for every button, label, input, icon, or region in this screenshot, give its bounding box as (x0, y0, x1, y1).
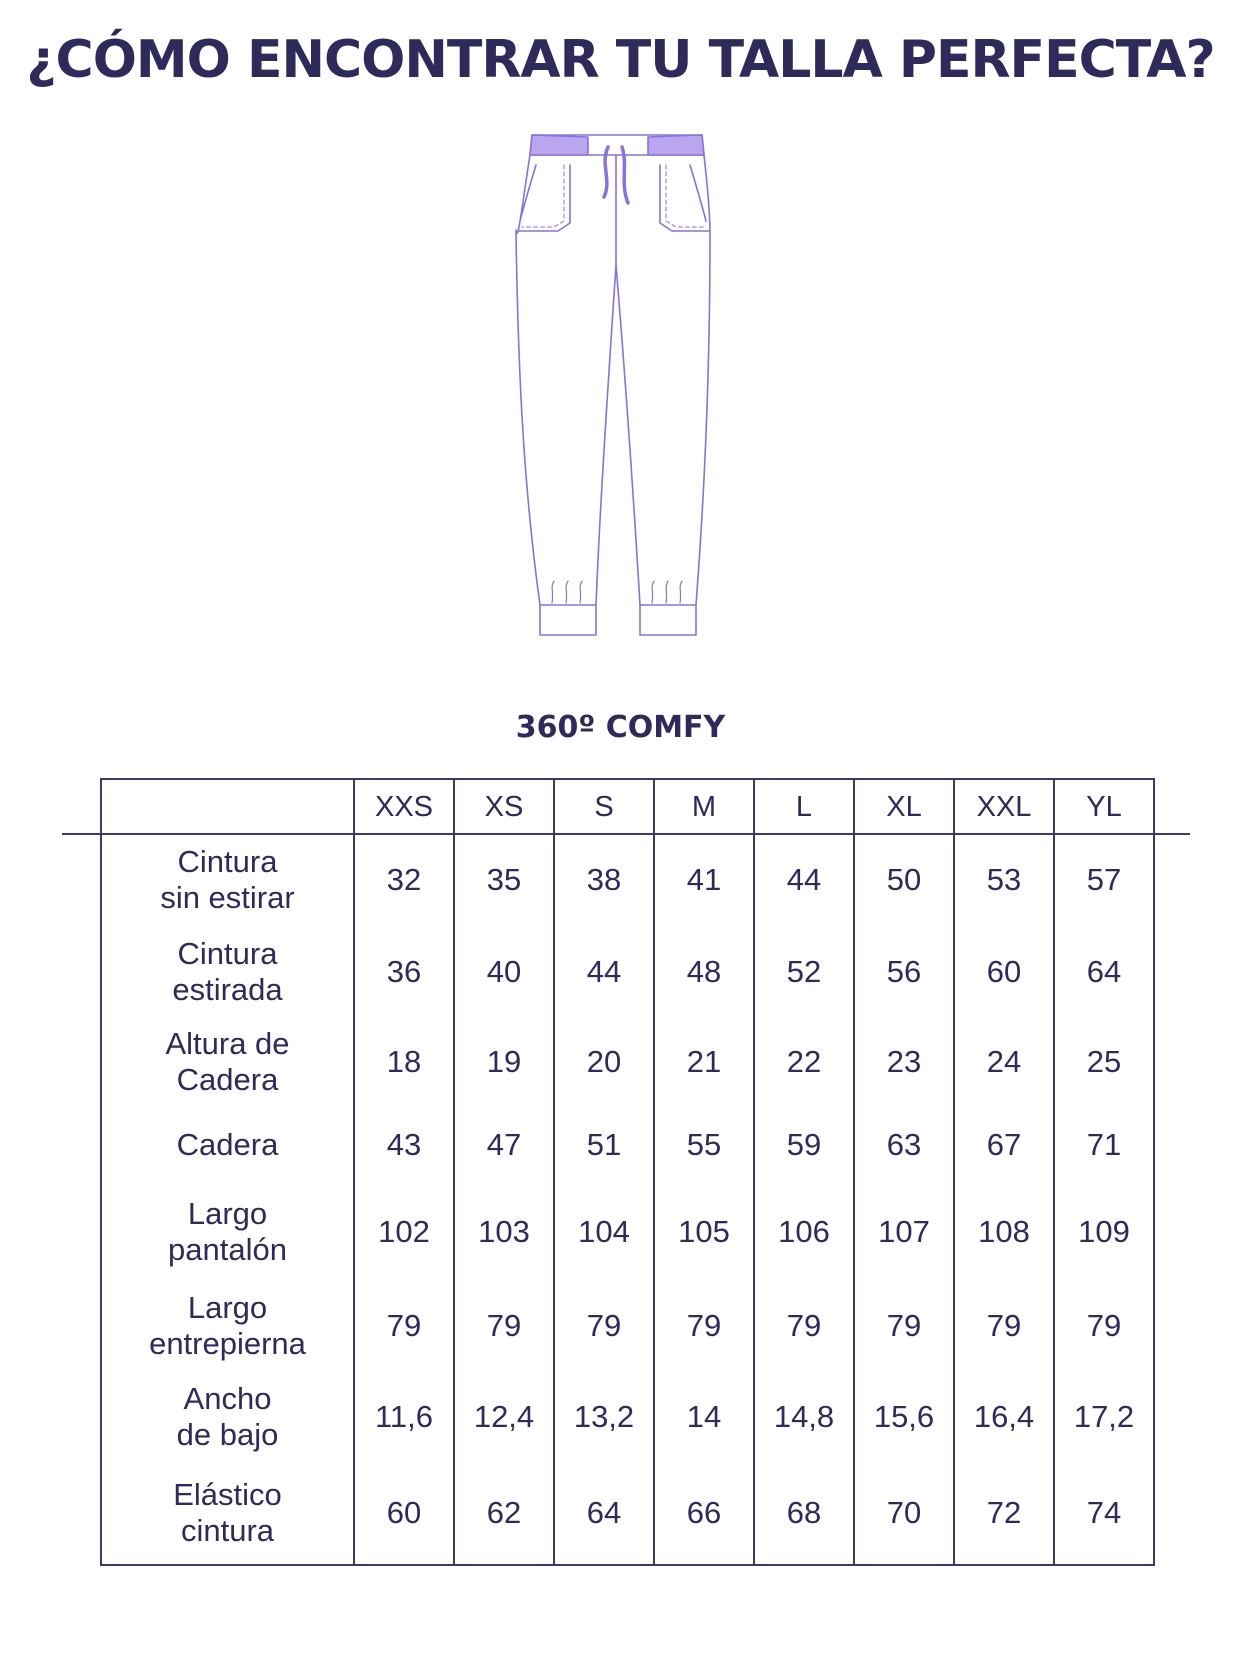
table-cell: 43 (354, 1106, 454, 1184)
table-cell: 62 (454, 1462, 554, 1565)
table-cell: 74 (1054, 1462, 1154, 1565)
table-cell: 79 (754, 1280, 854, 1372)
table-cell: 103 (454, 1184, 554, 1280)
row-label: Ancho de bajo (101, 1372, 354, 1462)
corner-cell (101, 779, 354, 834)
table-cell: 23 (854, 1018, 954, 1106)
table-cell: 51 (554, 1106, 654, 1184)
product-name: 360º COMFY (515, 710, 726, 745)
row-label: Elástico cintura (101, 1462, 354, 1565)
size-header: M (654, 779, 754, 834)
table-cell: 79 (454, 1280, 554, 1372)
table-cell: 57 (1054, 834, 1154, 926)
table-cell: 48 (654, 926, 754, 1018)
table-cell: 60 (954, 926, 1054, 1018)
size-header: YL (1054, 779, 1154, 834)
row-label: Cintura sin estirar (101, 834, 354, 926)
table-row (101, 1372, 1154, 1462)
table-row (101, 1280, 1154, 1372)
table-cell: 53 (954, 834, 1054, 926)
table-cell: 68 (754, 1462, 854, 1565)
table-cell: 19 (454, 1018, 554, 1106)
table-cell: 17,2 (1054, 1372, 1154, 1462)
waistband-right-rib (648, 135, 704, 155)
table-cell: 11,6 (354, 1372, 454, 1462)
row-label: Largo entrepierna (101, 1280, 354, 1372)
table-cell: 13,2 (554, 1372, 654, 1462)
table-row (101, 834, 1154, 926)
jogger-pants-icon (500, 125, 750, 695)
table-cell: 102 (354, 1184, 454, 1280)
table-cell: 67 (954, 1106, 1054, 1184)
table-cell: 107 (854, 1184, 954, 1280)
table-cell: 55 (654, 1106, 754, 1184)
table-cell: 21 (654, 1018, 754, 1106)
row-label: Altura de Cadera (101, 1018, 354, 1106)
table-cell: 25 (1054, 1018, 1154, 1106)
table-cell: 106 (754, 1184, 854, 1280)
table-row (101, 926, 1154, 1018)
table-cell: 108 (954, 1184, 1054, 1280)
left-pocket (520, 165, 536, 221)
row-label: Largo pantalón (101, 1184, 354, 1280)
table-cell: 40 (454, 926, 554, 1018)
table-cell: 59 (754, 1106, 854, 1184)
table-cell: 36 (354, 926, 454, 1018)
size-header: XL (854, 779, 954, 834)
table-cell: 70 (854, 1462, 954, 1565)
left-cuff-gathers (552, 581, 582, 603)
left-pocket-stitch (522, 165, 564, 227)
table-cell: 71 (1054, 1106, 1154, 1184)
table-cell: 14,8 (754, 1372, 854, 1462)
table-cell: 79 (954, 1280, 1054, 1372)
table-cell: 44 (554, 926, 654, 1018)
table-row (101, 1184, 1154, 1280)
size-header: XS (454, 779, 554, 834)
table-cell: 16,4 (954, 1372, 1054, 1462)
table-cell: 15,6 (854, 1372, 954, 1462)
table-cell: 104 (554, 1184, 654, 1280)
right-pocket-stitch (666, 165, 706, 227)
row-label: Cadera (101, 1106, 354, 1184)
table-cell: 79 (854, 1280, 954, 1372)
table-cell: 79 (554, 1280, 654, 1372)
table-cell: 38 (554, 834, 654, 926)
size-header: L (754, 779, 854, 834)
table-cell: 105 (654, 1184, 754, 1280)
table-cell: 72 (954, 1462, 1054, 1565)
table-cell: 109 (1054, 1184, 1154, 1280)
table-cell: 44 (754, 834, 854, 926)
table-cell: 47 (454, 1106, 554, 1184)
table-cell: 79 (354, 1280, 454, 1372)
table-cell: 22 (754, 1018, 854, 1106)
table-cell: 35 (454, 834, 554, 926)
page-title: ¿CÓMO ENCONTRAR TU TALLA PERFECTA? (26, 30, 1215, 90)
table-cell: 32 (354, 834, 454, 926)
size-header: XXL (954, 779, 1054, 834)
table-row (101, 1018, 1154, 1106)
size-header-row (101, 779, 1154, 834)
size-header: XXS (354, 779, 454, 834)
table-cell: 20 (554, 1018, 654, 1106)
table-cell: 60 (354, 1462, 454, 1565)
waistband-left-rib (530, 135, 588, 155)
table-cell: 64 (554, 1462, 654, 1565)
table-cell: 63 (854, 1106, 954, 1184)
table-cell: 64 (1054, 926, 1154, 1018)
table-cell: 52 (754, 926, 854, 1018)
table-cell: 24 (954, 1018, 1054, 1106)
table-cell: 79 (654, 1280, 754, 1372)
table-cell: 41 (654, 834, 754, 926)
table-cell: 79 (1054, 1280, 1154, 1372)
table-row (101, 1462, 1154, 1565)
table-row (101, 1106, 1154, 1184)
table-cell: 56 (854, 926, 954, 1018)
right-pocket (690, 165, 706, 221)
right-cuff-gathers (652, 581, 682, 603)
table-cell: 66 (654, 1462, 754, 1565)
right-pocket-bag (660, 165, 710, 231)
size-header: S (554, 779, 654, 834)
table-cell: 14 (654, 1372, 754, 1462)
row-label: Cintura estirada (101, 926, 354, 1018)
table-cell: 18 (354, 1018, 454, 1106)
table-cell: 12,4 (454, 1372, 554, 1462)
size-chart-table (100, 778, 1155, 1566)
table-cell: 50 (854, 834, 954, 926)
